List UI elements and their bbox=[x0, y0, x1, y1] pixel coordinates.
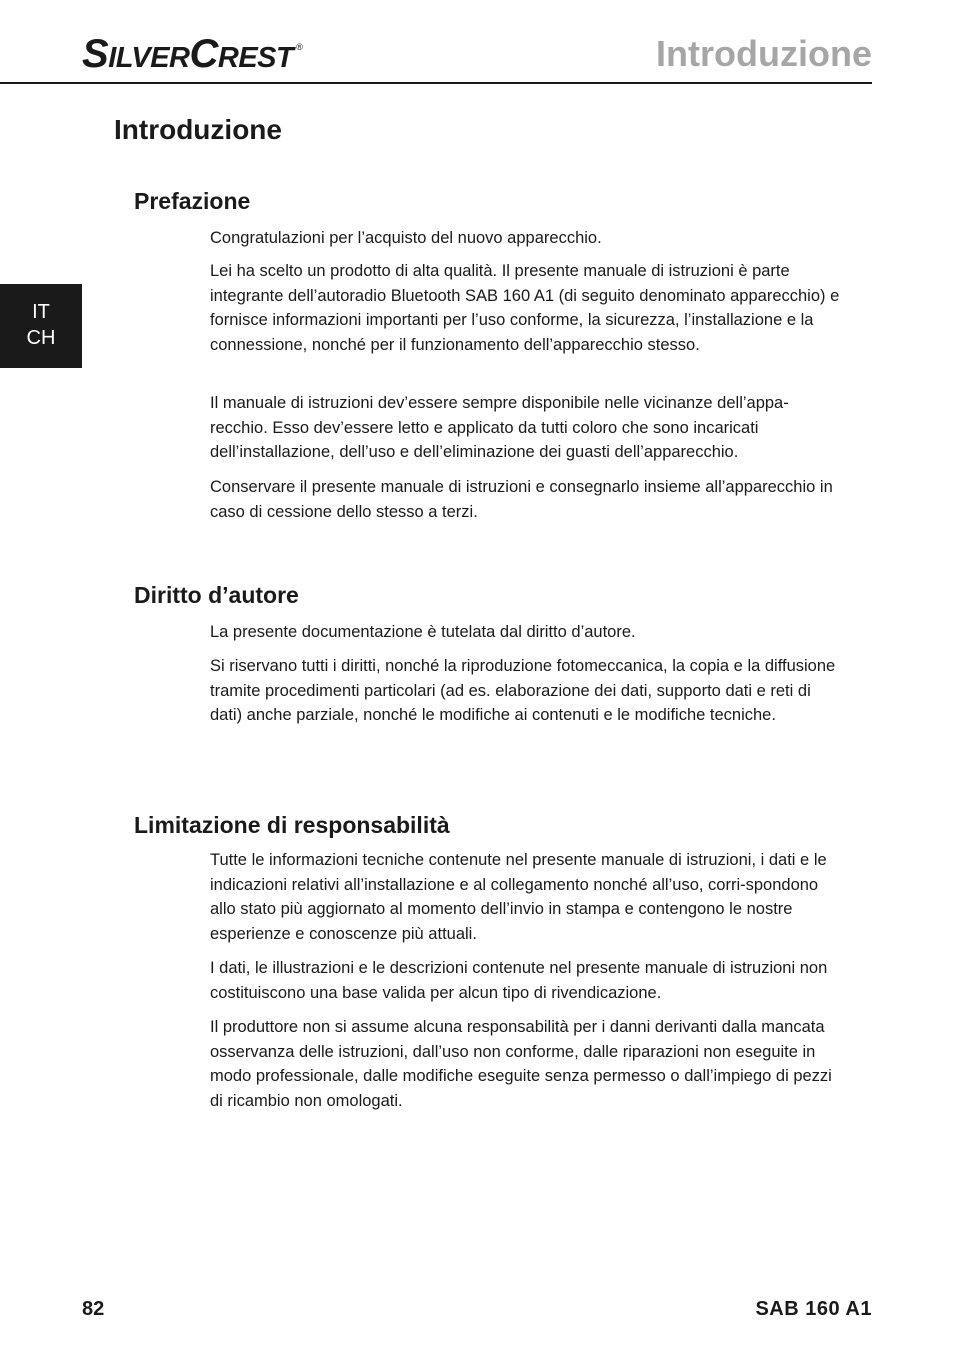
header-divider bbox=[0, 82, 872, 84]
paragraph: Il manuale di istruzioni dev’essere sempre disponibile nelle vicinanze dell’appa-recchio. Esso dev’essere letto e applicato da tutti coloro che sono incaricati dell’installazione, dell’uso e dell’eliminazione dei guasti dell’apparecchio. bbox=[210, 394, 789, 462]
logo-initial-s: S bbox=[82, 32, 109, 76]
registered-mark: ® bbox=[296, 42, 303, 52]
paragraph: I dati, le illustrazioni e le descrizioni contenute nel presente manuale di istruzioni non costituiscono una base valida per alcun tipo di rivendicazione. bbox=[210, 959, 828, 1002]
footer-model-name: SAB 160 A1 bbox=[755, 1298, 872, 1320]
paragraph: Il produttore non si assume alcuna responsabilità per i danni derivanti dalla mancata osservanza delle istruzioni, dall’uso non conforme, dalle riparazioni non eseguite in modo professionale, dalle modifiche eseguite senza permesso o dall’impiego di pezzi di ricambio non omologati. bbox=[210, 1018, 832, 1110]
section-heading-prefazione: Prefazione bbox=[134, 188, 251, 214]
page-number: 82 bbox=[82, 1298, 105, 1320]
paragraph: Lei ha scelto un prodotto di alta qualità. Il presente manuale di istruzioni è parte integrante dell’autoradio Bluetooth SAB 160 A1 (di seguito denominato apparecchio) e fornisce informazioni importanti per l’uso conforme, la sicurezza, l’installazione e la connessione, nonché per il funzionamento dell’apparecchio stesso. bbox=[210, 262, 840, 354]
logo-text-ilver: ILVER bbox=[108, 42, 190, 74]
paragraph: La presente documentazione è tutelata dal diritto d’autore. bbox=[210, 623, 636, 641]
paragraph: Conservare il presente manuale di istruzioni e consegnarlo insieme all’apparecchio in caso di cessione dello stesso a terzi. bbox=[210, 478, 833, 521]
page-title: Introduzione bbox=[114, 114, 282, 145]
section-heading-diritto-autore: Diritto d’autore bbox=[134, 582, 299, 608]
logo-text-rest: REST bbox=[217, 42, 294, 74]
paragraph: Tutte le informazioni tecniche contenute nel presente manuale di istruzioni, i dati e le indicazioni relativi all’installazione e al collegamento nonché all’uso, corri-spondono allo stato più aggiornato al momento dell’invio in stampa e contengono le nostre esperienze e conoscenze più attuali. bbox=[210, 851, 827, 943]
section-heading-limitazione-responsabilita: Limitazione di responsabilità bbox=[134, 812, 450, 838]
brand-logo bbox=[82, 32, 302, 76]
header-chapter-title: Introduzione bbox=[656, 33, 872, 74]
paragraph: Si riservano tutti i diritti, nonché la riproduzione fotomeccanica, la copia e la diffusione tramite procedimenti particolari (ad es. elaborazione dei dati, supporto dati e reti di dati) anche parziale, nonché le modifiche ai contenuti e le modifiche tecniche. bbox=[210, 657, 836, 725]
paragraph: Congratulazioni per l’acquisto del nuovo apparecchio. bbox=[210, 229, 602, 247]
language-tab bbox=[0, 284, 82, 368]
language-code-ch: CH bbox=[26, 327, 56, 349]
logo-initial-c: C bbox=[189, 32, 218, 76]
language-code-it: IT bbox=[32, 301, 50, 323]
